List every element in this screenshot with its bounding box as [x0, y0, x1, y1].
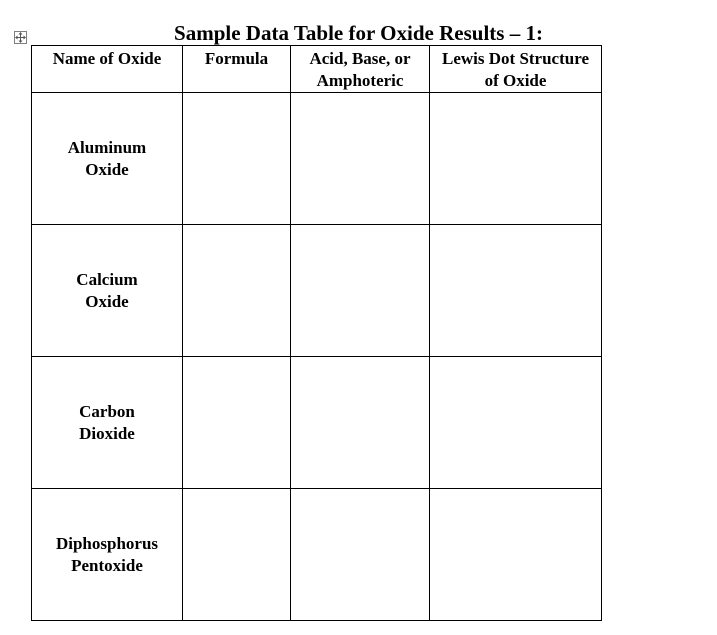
- header-formula: [183, 46, 291, 93]
- cell-formula[interactable]: [183, 357, 291, 489]
- table-row: [32, 357, 602, 489]
- cell-oxide-name[interactable]: [32, 225, 183, 357]
- cell-oxide-name[interactable]: [32, 93, 183, 225]
- table-row: [32, 225, 602, 357]
- cell-formula[interactable]: [183, 225, 291, 357]
- cell-lewis-structure[interactable]: [430, 489, 602, 621]
- header-label: Name of Oxide: [52, 49, 162, 68]
- oxide-name-label: Diphosphorus Pentoxide: [55, 534, 159, 575]
- page-title-text: Sample Data Table for Oxide Results – 1:: [174, 21, 543, 45]
- table-row: [32, 93, 602, 225]
- table-row: [32, 489, 602, 621]
- oxide-name-label: Aluminum Oxide: [67, 138, 147, 179]
- cell-formula[interactable]: [183, 93, 291, 225]
- oxide-results-table: [31, 45, 602, 621]
- header-label: Formula: [204, 49, 269, 68]
- oxide-name-label: Calcium Oxide: [76, 270, 138, 311]
- cell-classification[interactable]: [291, 93, 430, 225]
- oxide-name-label: Carbon Dioxide: [79, 402, 135, 443]
- cell-oxide-name[interactable]: [32, 489, 183, 621]
- cell-lewis-structure[interactable]: [430, 357, 602, 489]
- header-lewis-dot-structure: [430, 46, 602, 93]
- cell-lewis-structure[interactable]: [430, 93, 602, 225]
- cell-classification[interactable]: [291, 489, 430, 621]
- cell-oxide-name[interactable]: [32, 357, 183, 489]
- cell-lewis-structure[interactable]: [430, 225, 602, 357]
- cell-classification[interactable]: [291, 357, 430, 489]
- table-header-row: [32, 46, 602, 93]
- header-label: Lewis Dot Structure of Oxide: [442, 49, 589, 90]
- cell-formula[interactable]: [183, 489, 291, 621]
- header-label: Acid, Base, or Amphoteric: [309, 49, 411, 90]
- cell-classification[interactable]: [291, 225, 430, 357]
- header-acid-base-amphoteric: [291, 46, 430, 93]
- page-title: [0, 19, 717, 47]
- header-name-of-oxide: [32, 46, 183, 93]
